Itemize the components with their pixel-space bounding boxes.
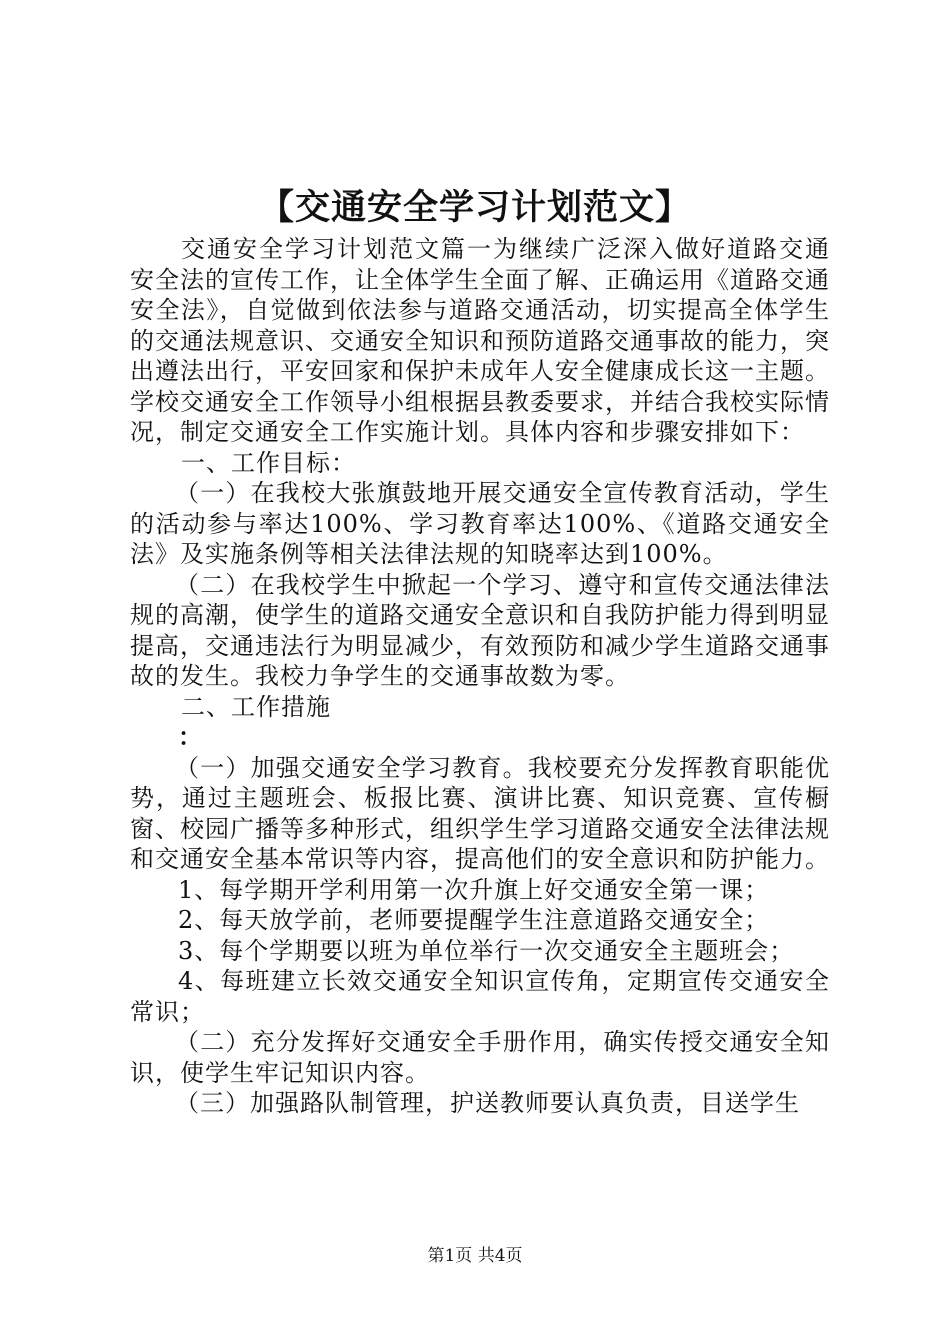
list-item: 4、每班建立长效交通安全知识宣传角，定期宣传交通安全常识； — [130, 967, 830, 1026]
document-body — [130, 234, 830, 1119]
colon-line: ： — [178, 722, 202, 751]
paragraph-measure-3: （三）加强路队制管理，护送教师要认真负责，目送学生 — [175, 1089, 800, 1117]
paragraph-measure-1: （一）加强交通安全学习教育。我校要充分发挥教育职能优势，通过主题班会、板报比赛、演讲比赛、知识竞赛、宣传橱窗、校园广播等多种形式，组织学生学习道路交通安全法律法规和交通安全基本常识等内容，提高他们的安全意识和防护能力。 — [130, 753, 830, 873]
section-heading-goals: 一、工作目标： — [181, 448, 356, 477]
document-title: 【交通安全学习计划范文】 — [258, 187, 691, 228]
paragraph-goal-2: （二）在我校学生中掀起一个学习、遵守和宣传交通法律法规的高潮，使学生的道路交通安全意识和自我防护能力得到明显提高，交通违法行为明显减少，有效预防和减少学生道路交通事故的发生。我校力争学生的交通事故数为零。 — [130, 570, 830, 690]
paragraph-goal-1: （一）在我校大张旗鼓地开展交通安全宣传教育活动，学生的活动参与率达100%、学习教育率达100%、《道路交通安全法》及实施条例等相关法律法规的知晓率达到100%。 — [130, 479, 830, 568]
list-item: 2、每天放学前，老师要提醒学生注意道路交通安全； — [178, 906, 770, 934]
list-item: 1、每学期开学利用第一次升旗上好交通安全第一课； — [178, 875, 770, 904]
section-heading-measures: 二、工作措施 — [181, 692, 331, 721]
page-footer: 第1页 共4页 — [427, 1246, 523, 1266]
list-item: 3、每个学期要以班为单位举行一次交通安全主题班会； — [178, 936, 795, 965]
paragraph-measure-2: （二）充分发挥好交通安全手册作用，确实传授交通安全知识，使学生牢记知识内容。 — [130, 1028, 830, 1087]
paragraph-intro: 交通安全学习计划范文篇一为继续广泛深入做好道路交通安全法的宣传工作，让全体学生全面了解、正确运用《道路交通安全法》，自觉做到依法参与道路交通活动，切实提高全体学生的交通法规意识、交通安全知识和预防道路交通事故的能力，突出遵法出行，平安回家和保护未成年人安全健康成长这一主题。学校交通安全工作领导小组根据县教委要求，并结合我校实际情况，制定交通安全工作实施计划。具体内容和步骤安排如下： — [130, 235, 830, 446]
